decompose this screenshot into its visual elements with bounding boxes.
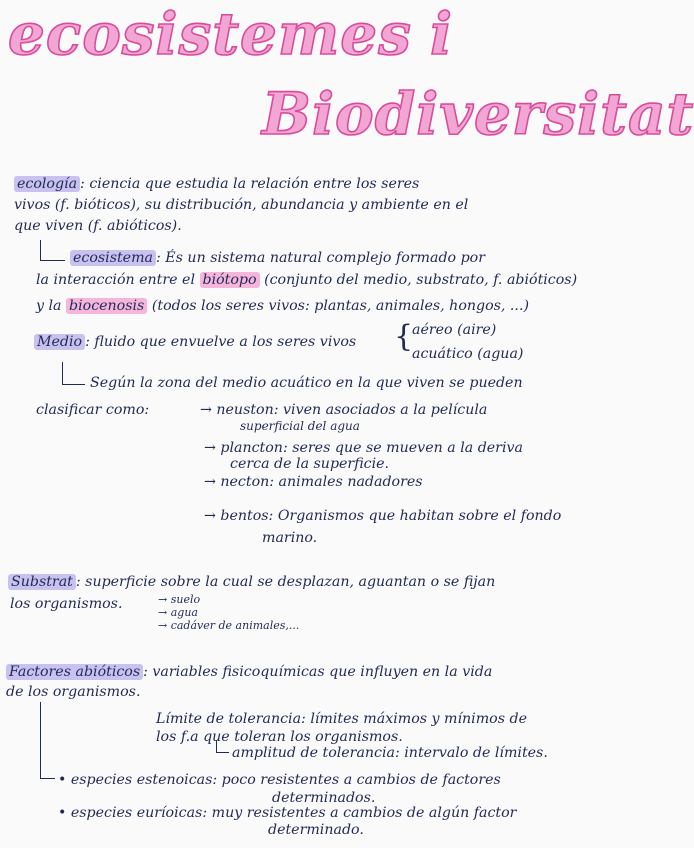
ecologia-line-3: que viven (f. abióticos). bbox=[14, 218, 182, 234]
ecosistema-connector bbox=[40, 240, 65, 261]
ecologia-line-1 bbox=[14, 176, 419, 192]
ecosistema-line-3 bbox=[36, 298, 529, 314]
ecosistema-line-1 bbox=[70, 250, 485, 266]
substrat-item-1: → suelo bbox=[158, 593, 201, 606]
ecosistema-term: ecosistema bbox=[70, 250, 156, 266]
factores-term: Factores abióticos bbox=[6, 664, 143, 680]
ecologia-def-1: : ciencia que estudia la relación entre los seres bbox=[80, 176, 420, 192]
euriioicas-line-2: determinado. bbox=[268, 822, 364, 838]
estenoicas-line-2: determinados. bbox=[272, 790, 376, 806]
title-biodiversitat: Biodiversitat bbox=[262, 80, 694, 148]
necton-line: → necton: animales nadadores bbox=[204, 474, 423, 490]
ecosistema-def-2a: la interacción entre el bbox=[36, 272, 195, 288]
neuston-line-1: → neuston: viven asociados a la película bbox=[200, 402, 488, 418]
ecosistema-def-2b: (conjunto del medio, substrato, f. abióticos) bbox=[264, 272, 578, 288]
ecologia-line-2: vivos (f. bióticos), su distribución, abundancia y ambiente en el bbox=[14, 197, 469, 213]
title-i: i bbox=[430, 0, 454, 68]
substrat-line-2: los organismos. bbox=[10, 596, 123, 612]
limite-line-2: los f.a que toleran los organismos. bbox=[156, 729, 403, 745]
segun-line-1: Según la zona del medio acuático en la que viven se pueden bbox=[90, 375, 523, 391]
ecosistema-line-2 bbox=[36, 272, 577, 288]
factores-line-2: de los organismos. bbox=[6, 684, 141, 700]
medio-option-2: acuático (agua) bbox=[412, 346, 524, 362]
ecosistema-def-3b: (todos los seres vivos: plantas, animales, hongos, ...) bbox=[151, 298, 529, 314]
medio-option-1: aéreo (aire) bbox=[412, 322, 497, 338]
amplitud-line: amplitud de tolerancia: intervalo de límites. bbox=[232, 745, 548, 761]
segun-line-2: clasificar como: bbox=[36, 402, 150, 418]
plancton-line-2: cerca de la superficie. bbox=[230, 456, 390, 472]
amplitud-connector bbox=[216, 740, 229, 753]
ecosistema-def-1: : És un sistema natural complejo formado por bbox=[156, 250, 485, 266]
ecologia-term: ecología bbox=[14, 176, 80, 192]
biocenosis-term: biocenosis bbox=[66, 298, 147, 314]
substrat-item-2: → agua bbox=[158, 606, 198, 619]
euriioicas-line-1: • especies euríoicas: muy resistentes a cambios de algún factor bbox=[58, 805, 517, 821]
biotopo-term: biótopo bbox=[200, 272, 260, 288]
substrat-item-3: → cadáver de animales,... bbox=[158, 619, 300, 632]
estenoicas-line-1: • especies estenoicas: poco resistentes a cambios de factores bbox=[58, 772, 501, 788]
substrat-line-1 bbox=[8, 574, 495, 590]
bentos-line-2: marino. bbox=[262, 530, 318, 546]
factores-line-1 bbox=[6, 664, 492, 680]
title-ecosistemes: ecosistemes bbox=[8, 0, 412, 68]
factores-connector bbox=[40, 702, 55, 779]
segun-connector bbox=[62, 362, 85, 385]
factores-def-1: : variables fisicoquímicas que influyen en la vida bbox=[143, 664, 493, 680]
medio-line bbox=[34, 334, 356, 350]
substrat-term: Substrat bbox=[8, 574, 76, 590]
medio-term: Medio bbox=[34, 334, 85, 350]
plancton-line-1: → plancton: seres que se mueven a la deriva bbox=[204, 440, 523, 456]
neuston-line-2: superficial del agua bbox=[240, 419, 360, 433]
medio-brace: { bbox=[394, 319, 414, 354]
bentos-line-1: → bentos: Organismos que habitan sobre el fondo bbox=[204, 508, 562, 524]
medio-def: : fluido que envuelve a los seres vivos bbox=[85, 334, 357, 350]
substrat-def-1: : superficie sobre la cual se desplazan, aguantan o se fijan bbox=[75, 574, 496, 590]
limite-line-1: Límite de tolerancia: límites máximos y mínimos de bbox=[156, 711, 527, 727]
ecosistema-def-3a: y la bbox=[36, 298, 62, 314]
